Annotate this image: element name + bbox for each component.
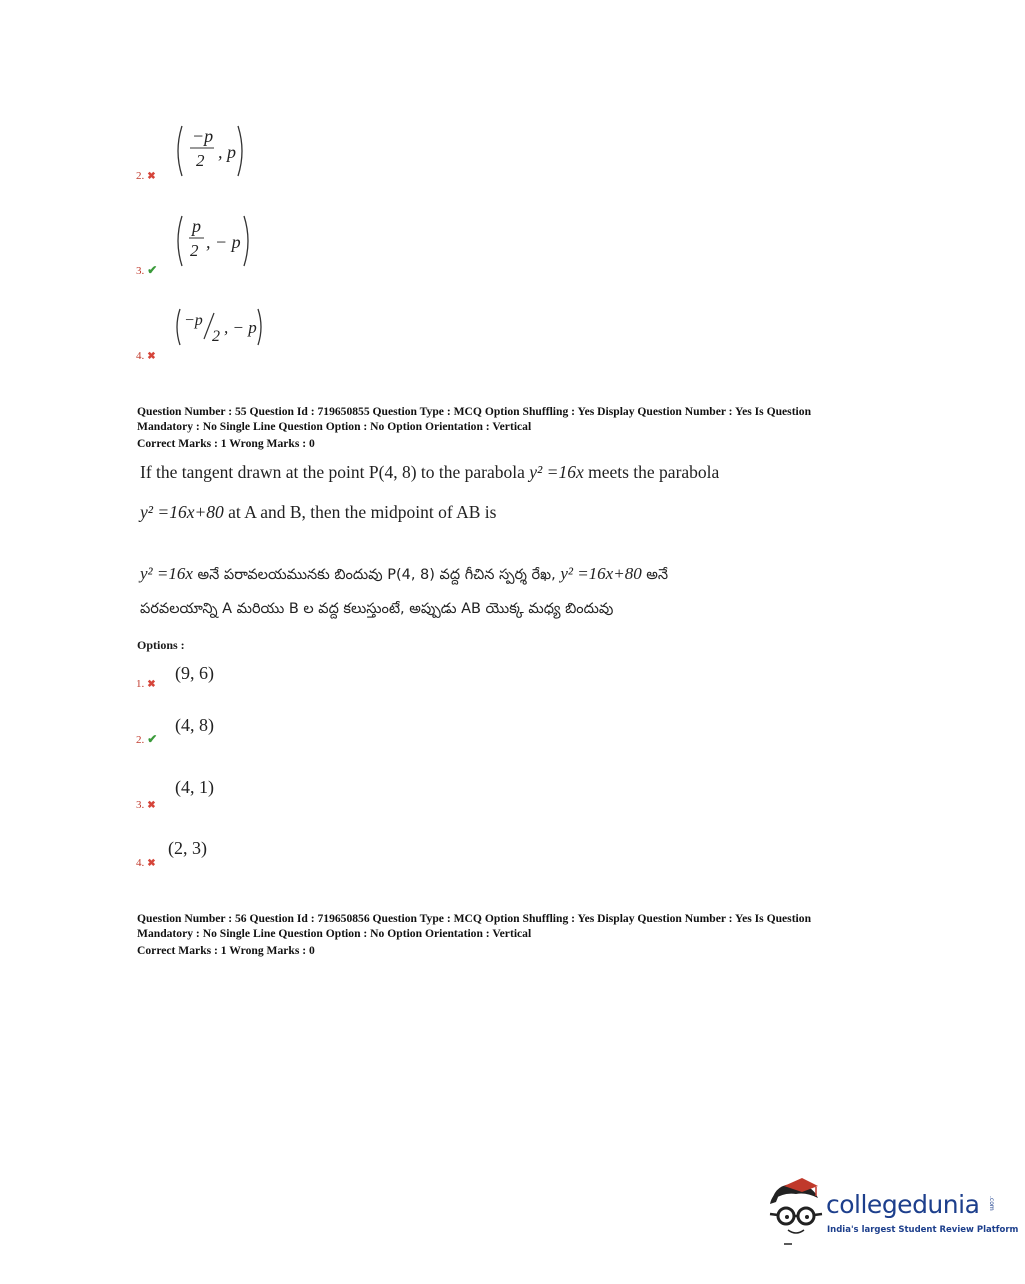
- question-55-metadata: [137, 404, 897, 451]
- question-56-metadata: [137, 911, 897, 958]
- option-number: 4.: [136, 857, 145, 869]
- svg-text:−p: −p: [184, 312, 203, 329]
- prev-option-4-expression: [172, 303, 272, 356]
- option-number: 2.: [136, 734, 145, 746]
- svg-text:−p: −p: [192, 126, 214, 146]
- cross-mark-icon: ✖: [147, 351, 156, 362]
- question-55-meta-line1: Question Number : 55 Question Id : 719650855 Question Type : MCQ Option Shuffling : Yes Display Question Number : Yes Is Question: [137, 405, 812, 418]
- prev-option-4-label: [136, 350, 156, 362]
- question-55-text: at A and B, then the midpoint of AB is: [223, 502, 497, 522]
- question-56-meta-line3: Correct Marks : 1 Wrong Marks : 0: [137, 944, 315, 957]
- option-number: 2.: [136, 170, 145, 182]
- mascot-icon: [766, 1178, 826, 1248]
- cross-mark-icon: ✖: [147, 171, 156, 182]
- question-56-meta-line2: Mandatory : No Single Line Question Option : No Option Orientation : Vertical: [137, 927, 532, 940]
- prev-option-4-formula: [172, 303, 272, 351]
- equation-parabola-2: y² =16x+80: [560, 564, 642, 583]
- collegedunia-logo: [766, 1178, 1019, 1248]
- svg-text:p: p: [192, 216, 201, 236]
- question-55-telugu-text: పరవలయాన్ని A మరియు B ల వద్ద కలుస్తుంటే, అప్పుడు AB యొక్క మధ్య బిందువు: [140, 601, 614, 617]
- cross-mark-icon: ✖: [147, 800, 156, 811]
- option-3-label: [136, 799, 156, 811]
- svg-text:2: 2: [212, 328, 220, 345]
- equation-parabola-2: y² =16x+80: [140, 502, 224, 522]
- option-2-value: (4, 8): [175, 715, 214, 735]
- prev-option-2-label: [136, 170, 156, 182]
- question-55-telugu-line1: [140, 564, 668, 587]
- option-2-label: [136, 732, 157, 747]
- question-55-telugu-line2: [140, 601, 613, 621]
- option-1-label: [136, 678, 156, 690]
- prev-option-3-formula: [172, 212, 254, 270]
- option-number: 1.: [136, 678, 145, 690]
- option-number: 4.: [136, 350, 145, 362]
- svg-text:, − p: , − p: [206, 232, 241, 252]
- prev-option-3-expression: [172, 212, 254, 275]
- question-55-telugu-text: అనే పరావలయమునకు బిందువు P(4, 8) వద్ద గీచిన స్పర్శ రేఖ,: [192, 567, 561, 583]
- prev-option-2-expression: [172, 122, 252, 185]
- question-55-meta-line3: Correct Marks : 1 Wrong Marks : 0: [137, 437, 315, 450]
- prev-option-2-formula: [172, 122, 252, 180]
- question-56-meta-line1: Question Number : 56 Question Id : 719650856 Question Type : MCQ Option Shuffling : Yes Display Question Number : Yes Is Question: [137, 912, 812, 925]
- option-1-value: (9, 6): [175, 663, 214, 683]
- question-55-english-line1: [140, 462, 719, 483]
- equation-parabola-1: y² =16x: [140, 564, 193, 583]
- question-55-meta-line2: Mandatory : No Single Line Question Option : No Option Orientation : Vertical: [137, 420, 532, 433]
- cross-mark-icon: ✖: [147, 679, 156, 690]
- question-55-text: If the tangent drawn at the point P(4, 8) to the parabola: [140, 462, 530, 482]
- prev-option-3-label: [136, 263, 157, 278]
- question-55-telugu-text: అనే: [641, 567, 669, 583]
- logo-tagline: India's largest Student Review Platform: [827, 1225, 1019, 1235]
- question-55-text: meets the parabola: [583, 462, 720, 482]
- option-3-value: (4, 1): [175, 777, 214, 797]
- option-number: 3.: [136, 265, 145, 277]
- option-number: 3.: [136, 799, 145, 811]
- check-mark-icon: ✔: [147, 263, 158, 277]
- option-4-label: [136, 857, 156, 869]
- option-4-value: (2, 3): [168, 838, 207, 858]
- check-mark-icon: ✔: [147, 732, 158, 746]
- svg-text:2: 2: [190, 241, 199, 260]
- logo-wordmark: collegedunia: [826, 1190, 980, 1219]
- equation-parabola-1: y² =16x: [529, 462, 584, 482]
- question-55-english-line2: [140, 502, 496, 523]
- logo-domain: .com: [988, 1196, 995, 1211]
- svg-text:, − p: , − p: [224, 318, 257, 337]
- svg-text:2: 2: [196, 151, 205, 170]
- svg-text:, p: , p: [218, 142, 236, 162]
- options-heading: Options :: [137, 638, 185, 652]
- cross-mark-icon: ✖: [147, 858, 156, 869]
